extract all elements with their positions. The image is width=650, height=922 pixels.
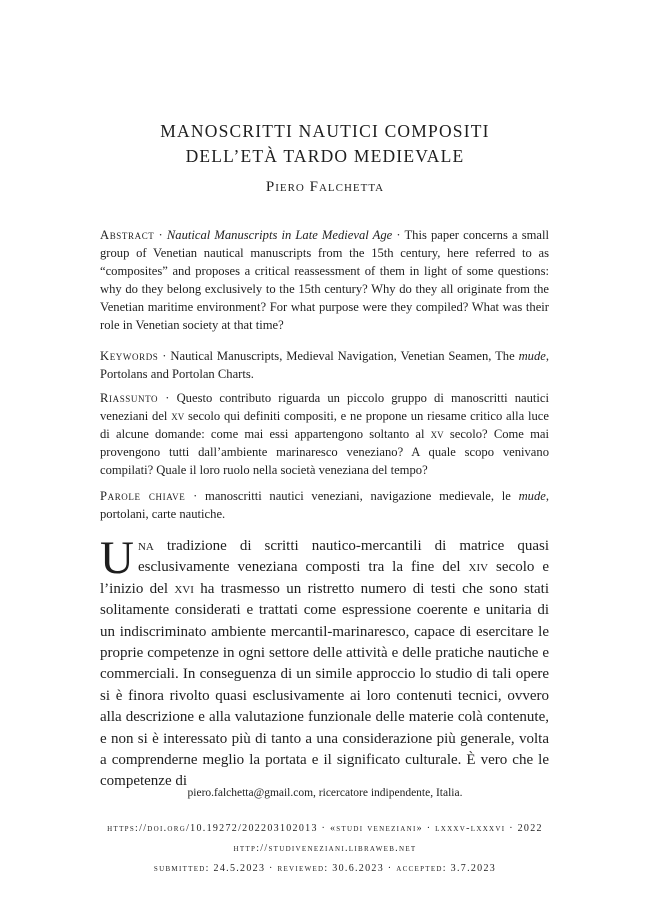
abstract-label: Abstract [100,228,155,242]
riassunto-label: Riassunto [100,391,159,405]
keywords-paragraph [100,347,549,383]
journal-url: http://studiveneziani.libraweb.net [233,843,417,854]
body-text-a: tradizione di scritti nautico-mercantili di matrice quasi esclusivamente veneziana composti tra la fine del [137,538,549,576]
body-paragraph [100,532,549,793]
riassunto-text-c: secolo? Come mai provengono tutti dall’ambiente marinaresco veneziano? A quale scopo venivano compilati? Quale il loro ruolo nella società veneziana del tempo? [100,427,549,478]
riassunto-century-2: xv [430,427,444,442]
parole-chiave-label: Parole chiave [100,489,186,503]
body-century-1: xiv [468,559,489,576]
doi-line: https://doi.org/10.19272/202203102013 · «studi veneziani» · lxxxv-lxxxvi · 2022 [107,823,543,834]
body-text-b: secolo e l’inizio del [100,559,549,597]
keywords-italic: mude [518,349,546,363]
riassunto-paragraph [100,389,549,479]
riassunto-century-1: xv [171,409,185,424]
parole-chiave-text-a: · manoscritti nautici veneziani, navigazione medievale, le [185,489,519,503]
body-century-2: xvi [174,580,194,597]
parole-chiave-paragraph [100,487,549,523]
abstract-text: · This paper concerns a small group of Venetian nautical manuscripts from the 15th century, here referred to as “composites” and proposes a critical reassessment of them in light of some questions: why do they belong exclusively to the 15th century? Why do they all originate from the Venetian maritime environment? For what purpose were they compiled? What was their role in Venetian society at that time? [100,228,549,333]
body-first-word: na [137,538,154,554]
author-name: Piero Falchetta [265,179,385,195]
body-text-c: ha trasmesso un ristretto numero di testi che sono stati solitamente considerati e trattati come espressione coerente e unitaria di un indiscriminato ambiente mercantil-marinaresco, capace di esercitare le proprie competenze in ogni settore delle attività e delle pratiche nautiche e commerciali. In conseguenza di un simile approccio lo studio di tali opere si è finora rivolto quasi esclusivamente ai loro contenuti tecnici, ovvero alla descrizione e alla valutazione funzionale delle materie colà contenute, e non si è interessato più di tanto a una considerazione più generale, volta a comprenderne meglio la portata e il significato culturale. È vero che le competenze di [100,580,549,790]
abstract-separator: · [154,228,167,242]
title-line-1: MANOSCRITTI NAUTICI COMPOSITI [160,121,490,141]
keywords-text-a: · Nautical Manuscripts, Medieval Navigation, Venetian Seamen, The [158,349,519,363]
parole-chiave-text-b: , portolani, carte nautiche. [100,489,549,522]
riassunto-text-a: · Questo contributo riguarda un piccolo gruppo di manoscritti nautici veneziani del [100,391,549,424]
drop-cap: U [100,532,134,584]
abstract-title: Nautical Manuscripts in Late Medieval Age [166,228,393,242]
submission-dates: submitted: 24.5.2023 · reviewed: 30.6.2023 · accepted: 3.7.2023 [153,863,497,874]
keywords-text-b: , Portolans and Portolan Charts. [100,349,549,382]
keywords-label: Keywords [100,349,159,363]
article-title [0,119,650,169]
parole-chiave-italic: mude [518,489,546,503]
riassunto-text-b: secolo qui definiti compositi, e ne propone un riesame critico alla luce di alcune domande: come mai essi appartengono soltanto al [100,409,549,442]
title-line-2: DELL’ETÀ TARDO MEDIEVALE [185,146,465,166]
abstract-paragraph [100,226,549,335]
author-footnote: piero.falchetta@gmail.com, ricercatore indipendente, Italia. [187,787,463,799]
